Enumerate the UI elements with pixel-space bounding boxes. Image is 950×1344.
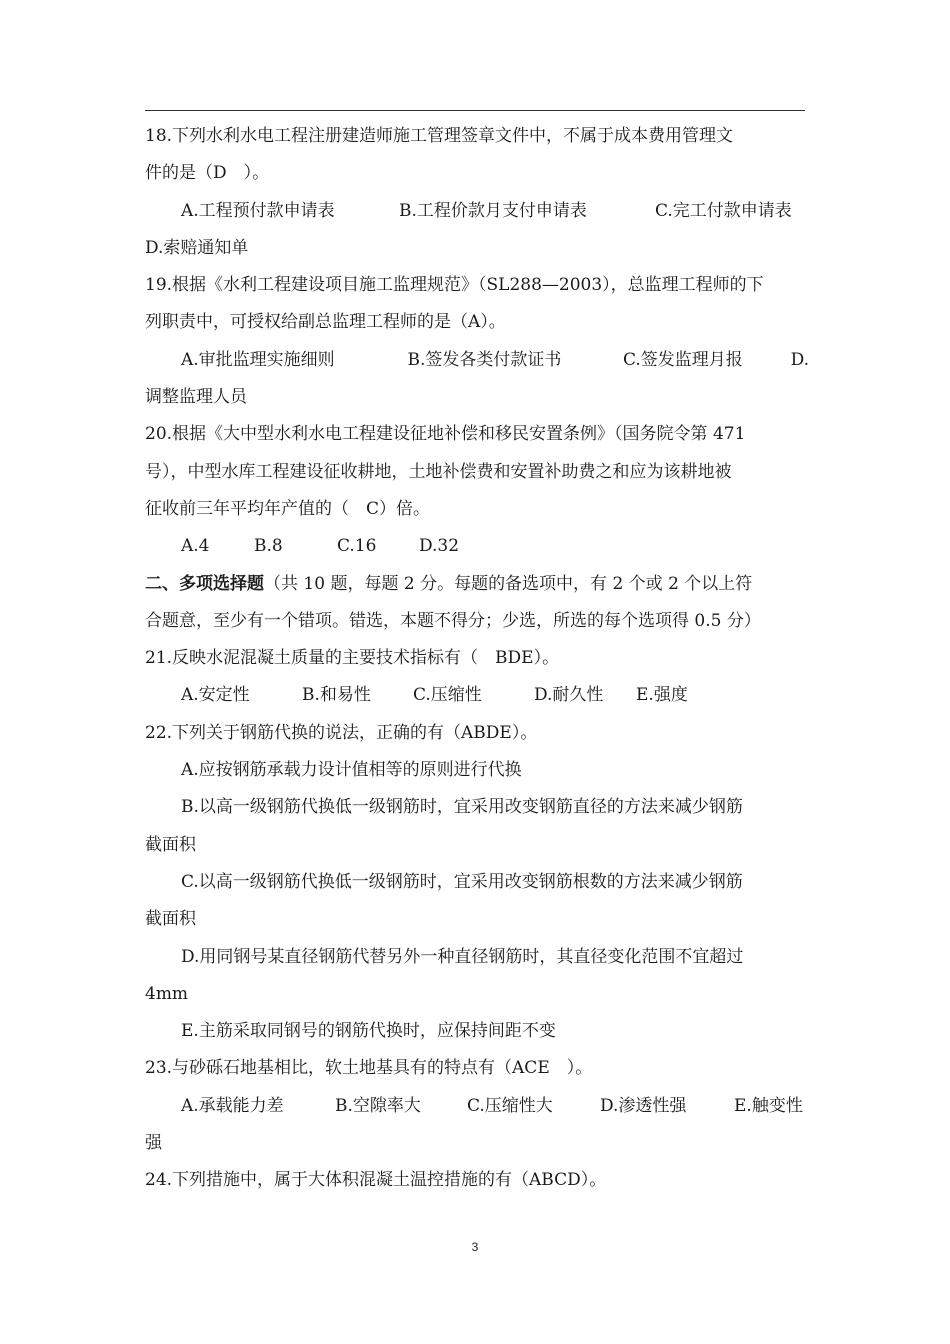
q22-stem: 22.下列关于钢筋代换的说法，正确的有（ABDE）。: [145, 722, 538, 743]
q23-option-b: B.空隙率大: [335, 1095, 421, 1116]
q22-option-c-line2: 截面积: [145, 909, 196, 930]
q20-option-c: C.16: [337, 536, 377, 557]
q23-option-e: E.触变性: [734, 1095, 803, 1116]
q22-option-d-line2: 4mm: [145, 983, 189, 1004]
q18-option-d: D.索赔通知单: [145, 237, 249, 258]
q23-option-e-continued: 强: [145, 1133, 162, 1154]
q20-option-d: D.32: [419, 536, 460, 557]
q18-option-a: A.工程预付款申请表: [181, 200, 335, 221]
q20-option-b: B.8: [254, 536, 283, 557]
q18-stem-line2: 件的是（D ）。: [145, 163, 270, 184]
q20-option-a: A.4: [181, 536, 210, 557]
q20-stem-line3: 征收前三年平均年产值的（ C）倍。: [145, 498, 431, 519]
section2-heading-line1: [145, 566, 809, 603]
section2-title: 二、多项选择题: [145, 573, 264, 594]
q23-option-d: D.渗透性强: [600, 1095, 687, 1116]
q21-option-d: D.耐久性: [534, 685, 604, 706]
q19-stem-line2: 列职责中，可授权给副总监理工程师的是（A）。: [145, 312, 506, 333]
document-body: [145, 118, 809, 1200]
q19-stem-line1: 19.根据《水利工程建设项目施工监理规范》（SL288—2003），总监理工程师的下: [145, 275, 764, 296]
q18-stem-line1: 18.下列水利水电工程注册建造师施工管理签章文件中，不属于成本费用管理文: [145, 126, 734, 146]
q21-option-e: E.强度: [636, 685, 688, 706]
q23-option-a: A.承载能力差: [181, 1095, 284, 1116]
q20-options: [145, 528, 809, 565]
q23-stem: 23.与砂砾石地基相比，软土地基具有的特点有（ACE ）。: [145, 1058, 593, 1079]
q19-options: [145, 342, 809, 379]
q18-option-c: C.完工付款申请表: [655, 200, 792, 221]
q19-option-d-prefix: D.: [790, 349, 809, 370]
q21-option-b: B.和易性: [302, 685, 371, 706]
q23-option-c: C.压缩性大: [467, 1095, 553, 1116]
q19-option-b: B.签发各类付款证书: [407, 349, 562, 370]
q21-options: [145, 677, 809, 714]
section2-instructions-line2: 合题意，至少有一个错项。错选，本题不得分；少选，所选的每个选项得 0.5 分）: [145, 610, 761, 631]
q23-options: [145, 1088, 809, 1125]
q22-option-c-line1: C.以高一级钢筋代换低一级钢筋时，宜采用改变钢筋根数的方法来减少钢筋: [181, 871, 743, 892]
q19-option-d-text: 调整监理人员: [145, 387, 247, 408]
page-number: 3: [471, 1240, 479, 1254]
q22-option-a: A.应按钢筋承载力设计值相等的原则进行代换: [181, 760, 522, 781]
q18-options: [145, 193, 809, 230]
q21-stem: 21.反映水泥混凝土质量的主要技术指标有（ BDE）。: [145, 648, 560, 669]
q22-option-d-line1: D.用同钢号某直径钢筋代替另外一种直径钢筋时，其直径变化范围不宜超过: [181, 946, 744, 967]
q19-option-c: C.签发监理月报: [622, 349, 743, 370]
q20-stem-line1: 20.根据《大中型水利水电工程建设征地补偿和移民安置条例》（国务院令第 471: [145, 424, 746, 445]
header-rule: [145, 110, 805, 111]
q22-option-b-line1: B.以高一级钢筋代换低一级钢筋时，宜采用改变钢筋直径的方法来减少钢筋: [181, 797, 743, 818]
q24-stem: 24.下列措施中，属于大体积混凝土温控措施的有（ABCD）。: [145, 1170, 607, 1191]
q19-option-a: A.审批监理实施细则: [181, 349, 335, 370]
q21-option-c: C.压缩性: [413, 685, 482, 706]
q18-option-b: B.工程价款月支付申请表: [399, 200, 587, 221]
section2-instructions-line1: （共 10 题，每题 2 分。每题的备选项中，有 2 个或 2 个以上符: [264, 573, 753, 594]
q21-option-a: A.安定性: [181, 685, 250, 706]
q20-stem-line2: 号），中型水库工程建设征收耕地，土地补偿费和安置补助费之和应为该耕地被: [145, 461, 732, 482]
q22-option-e: E.主筋采取同钢号的钢筋代换时，应保持间距不变: [181, 1021, 556, 1042]
q22-option-b-line2: 截面积: [145, 834, 196, 855]
